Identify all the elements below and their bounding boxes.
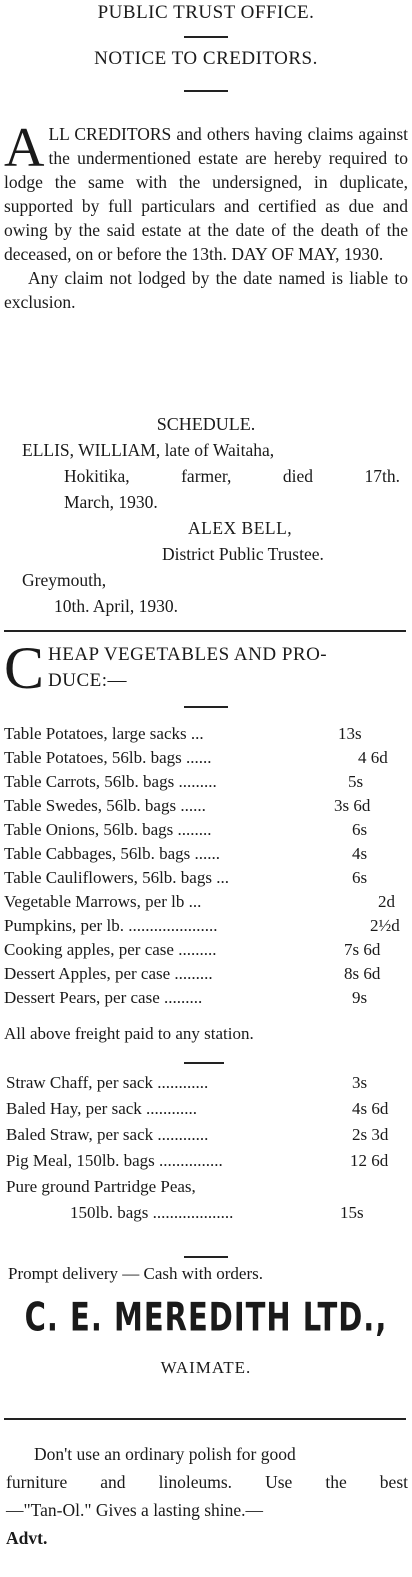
item-name: Table Cauliflowers, 56lb. bags ...: [4, 868, 229, 887]
short-rule: [184, 36, 228, 38]
advert-line: —"Tan-Ol." Gives a lasting shine.—: [6, 1500, 264, 1520]
item-name: Straw Chaff, per sack ............: [6, 1073, 209, 1092]
item-name: Table Onions, 56lb. bags ........: [4, 820, 212, 839]
item-name: Pure ground Partridge Peas,: [6, 1177, 196, 1196]
price-row: [0, 890, 412, 914]
price-row: [0, 1200, 412, 1226]
delivery-note: Prompt delivery — Cash with orders.: [8, 1264, 263, 1283]
notice-paragraph: LL CREDITORS and others having claims against the undermentioned estate are hereby required to lodge the same with the undersigned, in duplicate, supported by full particulars and certified as due and owing by the said estate at the date of the death of the deceased, on or before the 13th. DAY OF MAY, 1930.: [4, 124, 408, 264]
price-row: [0, 818, 412, 842]
produce-price-list: [0, 722, 412, 1010]
item-name: Table Potatoes, large sacks ...: [4, 724, 204, 743]
item-price: 15s: [340, 1203, 364, 1222]
section-divider: [4, 1418, 406, 1420]
signer-name: ALEX BELL,: [188, 518, 293, 538]
item-price: 2½d: [370, 916, 400, 935]
company-name-text: C. E. MEREDITH LTD.,: [24, 1294, 388, 1340]
item-name: Table Swedes, 56lb. bags ......: [4, 796, 206, 815]
company-name: [0, 1294, 412, 1340]
item-name: 150lb. bags ...................: [70, 1203, 234, 1222]
section-divider: [4, 630, 406, 632]
price-row: [0, 866, 412, 890]
advert-line: furniture and linoleums. Use the best: [6, 1472, 408, 1492]
price-row: [0, 794, 412, 818]
item-name: Baled Hay, per sack ............: [6, 1099, 198, 1118]
price-row: [0, 770, 412, 794]
freight-note: All above freight paid to any station.: [4, 1024, 254, 1043]
notice-date: 10th. April, 1930.: [54, 596, 178, 616]
office-title: PUBLIC TRUST OFFICE.: [97, 2, 315, 23]
exclusion-paragraph: Any claim not lodged by the date named is liable to exclusion.: [4, 268, 408, 312]
feed-price-list: [0, 1070, 412, 1226]
schedule-line: Hokitika, farmer, died 17th.: [64, 466, 400, 486]
item-price: 5s: [348, 772, 364, 791]
item-price: 4s 6d: [352, 1099, 389, 1118]
dropcap-a: A: [4, 117, 45, 179]
schedule-line: March, 1930.: [64, 492, 158, 512]
advert-line: Don't use an ordinary polish for good: [34, 1444, 296, 1464]
price-row: [0, 962, 412, 986]
short-rule: [184, 706, 228, 708]
price-row: [0, 1148, 412, 1174]
price-row: [0, 986, 412, 1010]
price-row: [0, 722, 412, 746]
short-rule: [184, 90, 228, 92]
company-town: WAIMATE.: [160, 1358, 252, 1377]
item-price: 13s: [338, 724, 362, 743]
price-row: [0, 842, 412, 866]
item-price: 6s: [352, 820, 368, 839]
short-rule: [184, 1062, 224, 1064]
produce-heading-cont: DUCE:—: [48, 670, 127, 691]
produce-heading: HEAP VEGETABLES AND PRO-: [48, 644, 328, 665]
price-row: [0, 746, 412, 770]
item-name: Baled Straw, per sack ............: [6, 1125, 209, 1144]
item-price: 2s 3d: [352, 1125, 389, 1144]
item-price: 3s 6d: [334, 796, 371, 815]
item-name: Vegetable Marrows, per lb ...: [4, 892, 202, 911]
notice-body: [4, 117, 408, 314]
item-price: 6s: [352, 868, 368, 887]
price-row: [0, 1174, 412, 1200]
item-price: 4s: [352, 844, 368, 863]
item-price: 7s 6d: [344, 940, 381, 959]
item-name: Pumpkins, per lb. .....................: [4, 916, 218, 935]
item-name: Cooking apples, per case .........: [4, 940, 217, 959]
short-rule: [184, 1256, 228, 1258]
schedule-title: SCHEDULE.: [156, 414, 256, 434]
item-price: 3s: [352, 1073, 368, 1092]
item-price: 2d: [378, 892, 395, 911]
notice-heading: NOTICE TO CREDITORS.: [94, 48, 318, 69]
item-name: Dessert Apples, per case .........: [4, 964, 213, 983]
item-price: 9s: [352, 988, 368, 1007]
item-name: Pig Meal, 150lb. bags ...............: [6, 1151, 223, 1170]
item-name: Table Cabbages, 56lb. bags ......: [4, 844, 220, 863]
item-name: Dessert Pears, per case .........: [4, 988, 203, 1007]
price-row: [0, 938, 412, 962]
price-row: [0, 1122, 412, 1148]
schedule-line: ELLIS, WILLIAM, late of Waitaha,: [22, 440, 275, 460]
item-price: 8s 6d: [344, 964, 381, 983]
price-row: [0, 1096, 412, 1122]
notice-place: Greymouth,: [22, 570, 107, 590]
item-price: 12 6d: [350, 1151, 389, 1170]
price-row: [0, 914, 412, 938]
signer-title: District Public Trustee.: [162, 544, 324, 564]
item-name: Table Potatoes, 56lb. bags ......: [4, 748, 212, 767]
advert-line: Advt.: [6, 1528, 48, 1548]
produce-dropcap: C: [4, 635, 45, 701]
item-name: Table Carrots, 56lb. bags .........: [4, 772, 217, 791]
price-row: [0, 1070, 412, 1096]
item-price: 4 6d: [358, 748, 388, 767]
